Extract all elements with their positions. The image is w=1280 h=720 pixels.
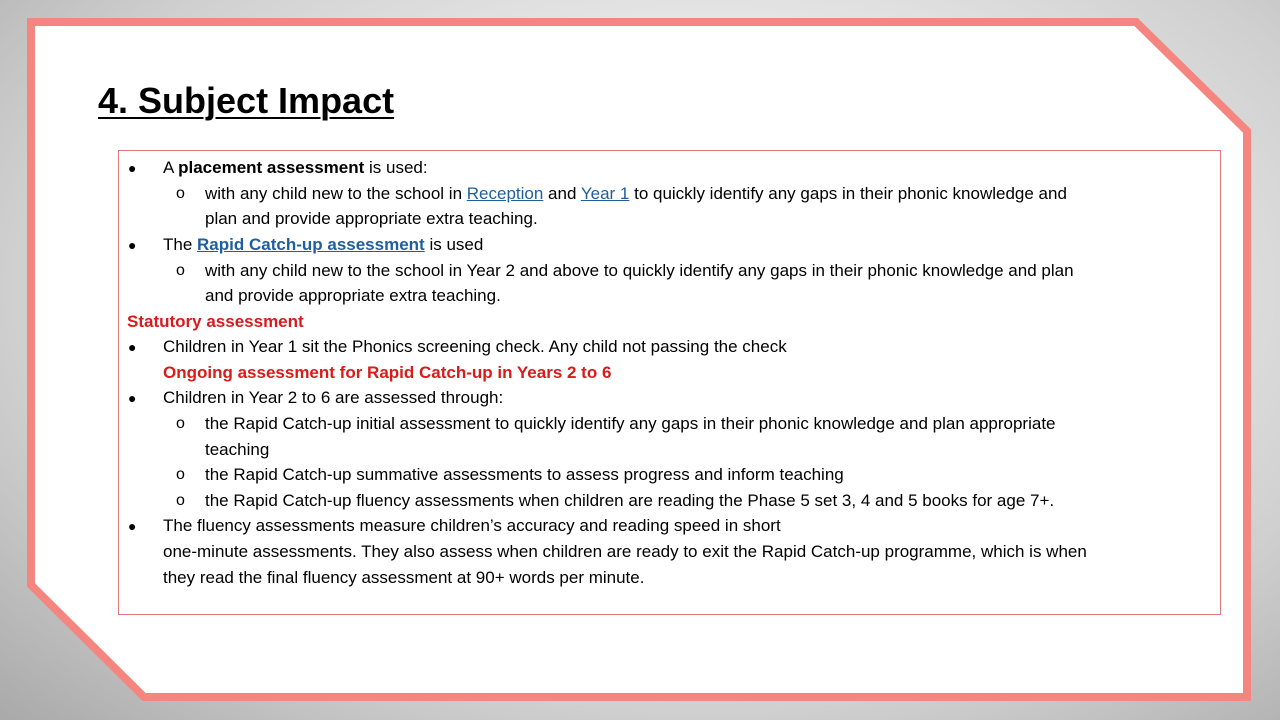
ongoing-sub1-line2: teaching [205, 440, 270, 459]
fluency-line2: one-minute assessments. They also assess when children are ready to exit the Rapid Catch-up programme, which is when [163, 542, 1087, 561]
sub-bullet-marker: o [176, 492, 185, 509]
bullet-marker: ● [128, 518, 137, 534]
reception-link[interactable]: Reception [466, 184, 544, 203]
bullet-marker: ● [128, 237, 137, 253]
sub-bullet-marker: o [176, 185, 185, 202]
fluency-line1: The fluency assessments measure children’s accuracy and reading speed in short [163, 516, 781, 535]
placement-item: A placement assessment is used: [163, 158, 428, 177]
rapid-sub-line1: with any child new to the school in Year 2 and above to quickly identify any gaps in their phonic knowledge and plan [205, 261, 1074, 280]
fluency-line3: they read the final fluency assessment at 90+ words per minute. [163, 568, 645, 587]
sub-bullet-marker: o [176, 415, 185, 432]
ongoing-heading: Ongoing assessment for Rapid Catch-up in Years 2 to 6 [163, 363, 612, 382]
bullet-marker: ● [128, 160, 137, 176]
rapid-sub-line2: and provide appropriate extra teaching. [205, 286, 501, 305]
sub-bullet-marker: o [176, 466, 185, 483]
placement-bold: placement assessment [178, 158, 365, 177]
bullet-marker: ● [128, 390, 137, 406]
year-1-link[interactable]: Year 1 [580, 184, 630, 203]
sub-bullet-marker: o [176, 262, 185, 279]
rapid-catch-up-assessment-link[interactable]: Rapid Catch-up assessment [197, 235, 425, 254]
statutory-item: Children in Year 1 sit the Phonics screening check. Any child not passing the check [163, 337, 787, 356]
ongoing-sub1-line1: the Rapid Catch-up initial assessment to quickly identify any gaps in their phonic knowledge and plan appropriate [205, 414, 1056, 433]
statutory-heading: Statutory assessment [127, 312, 304, 331]
placement-sub-line1: with any child new to the school in Reception and Year 1 to quickly identify any gaps in their phonic knowledge and [205, 184, 1067, 203]
content-box [118, 150, 1221, 615]
ongoing-sub3: the Rapid Catch-up fluency assessments when children are reading the Phase 5 set 3, 4 and 5 books for age 7+. [205, 491, 1055, 510]
rapid-item: The Rapid Catch-up assessment is used [163, 235, 484, 254]
ongoing-item: Children in Year 2 to 6 are assessed through: [163, 388, 504, 407]
slide-title: 4. Subject Impact [98, 80, 395, 121]
placement-sub-line2: plan and provide appropriate extra teaching. [205, 209, 538, 228]
bullet-marker: ● [128, 339, 137, 355]
ongoing-sub2: the Rapid Catch-up summative assessments to assess progress and inform teaching [205, 465, 844, 484]
